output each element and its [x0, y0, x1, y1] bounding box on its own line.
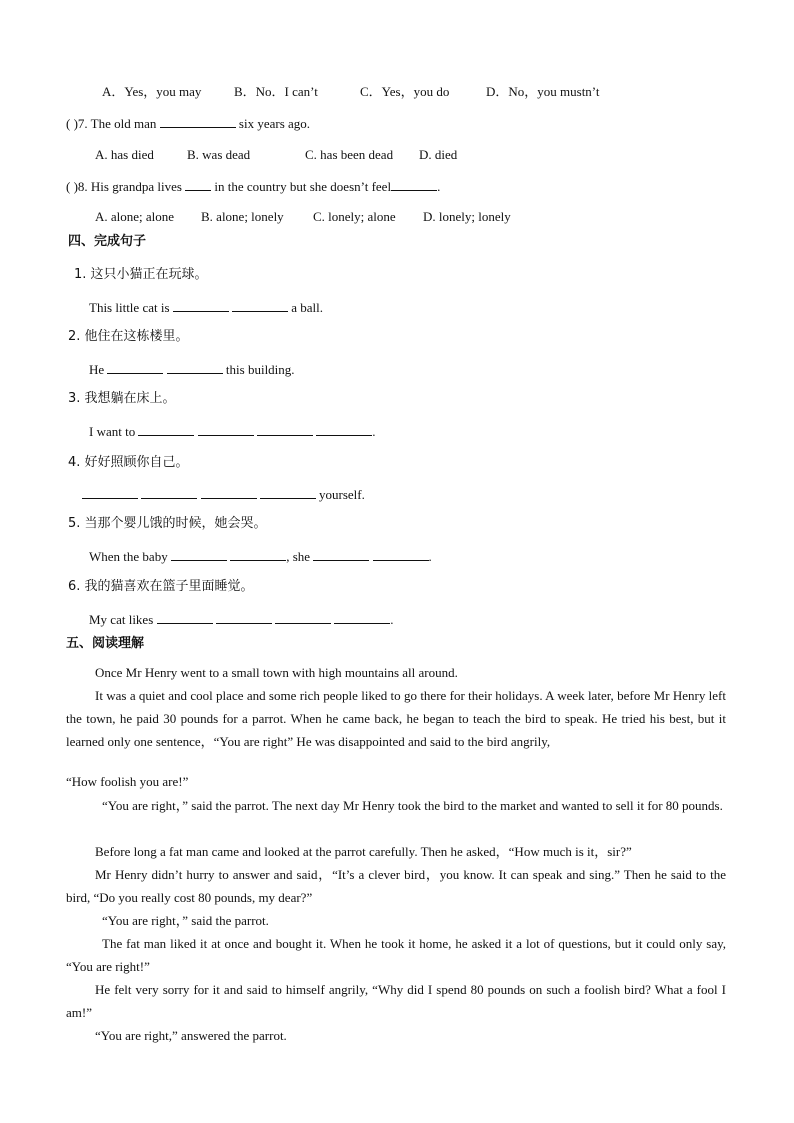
sentence-5-blank-1[interactable]: [171, 548, 227, 561]
sentence-2-english: [89, 361, 295, 378]
sentence-1-chinese: 1. 这只小猫正在玩球。: [74, 267, 208, 282]
sentence-6-chinese: 6. 我的猫喜欢在篮子里面睡觉。: [68, 579, 254, 594]
passage-paragraph-9: He felt very sorry for it and said to himself angrily, “Why did I spend 80 pounds on such a foolish bird? What a fool I am!”: [66, 982, 726, 1020]
q7-option-d[interactable]: D. died: [419, 147, 458, 162]
sentence-2-blank-1[interactable]: [107, 361, 163, 374]
q8-answer-bracket[interactable]: ( ): [66, 179, 78, 194]
passage-paragraph-10: “You are right,” answered the parrot.: [95, 1028, 287, 1043]
section4-title: 四、完成句子: [68, 234, 147, 249]
sentence-5-chinese: 5. 当那个婴儿饿的时候，她会哭。: [68, 516, 267, 531]
passage-paragraph-6: Mr Henry didn’t hurry to answer and said，“It’s a clever bird，you know. It can speak and sing.” Then he said to the bird, “Do you really cost 80 pounds, my dear?”: [66, 867, 726, 905]
sentence-4-blank-3[interactable]: [201, 486, 257, 499]
passage-paragraph-4: “You are right，” said the parrot. The next day Mr Henry took the bird to the market and wanted to sell it for 80 pounds.: [102, 798, 723, 813]
sentence-5-blank-2[interactable]: [230, 548, 286, 561]
sentence-2-chinese: 2. 他住在这栋楼里。: [68, 329, 189, 344]
q7-stem-suffix: six years ago.: [238, 116, 311, 131]
q8-stem-suffix: .: [437, 179, 441, 194]
sentence-4-suffix: yourself.: [319, 487, 365, 502]
q8-stem-prefix: 8. His grandpa lives: [77, 179, 182, 194]
q8-option-b[interactable]: B. alone; lonely: [201, 209, 284, 224]
sentence-6-prefix: My cat likes: [89, 612, 154, 627]
q6-option-b[interactable]: B．No．I can’t: [234, 84, 318, 99]
q7-answer-bracket[interactable]: ( ): [66, 116, 78, 131]
sentence-5-prefix: When the baby: [89, 549, 168, 564]
sentence-4-chinese: 4. 好好照顾你自己。: [68, 455, 189, 470]
q7-options-row: [95, 147, 457, 163]
sentence-6-blank-4[interactable]: [334, 611, 390, 624]
sentence-3-blank-3[interactable]: [257, 423, 313, 436]
sentence-3-blank-2[interactable]: [198, 423, 254, 436]
sentence-4-english: [82, 486, 365, 503]
q8-options-row: [95, 209, 511, 225]
q6-options-row: [102, 84, 600, 100]
sentence-3-prefix: I want to: [89, 424, 136, 439]
sentence-1-english: [89, 299, 323, 316]
sentence-3-suffix: .: [372, 424, 376, 439]
q6-option-c[interactable]: C．Yes，you do: [360, 84, 450, 99]
sentence-3-english: [89, 423, 375, 440]
sentence-1-prefix: This little cat is: [89, 300, 170, 315]
sentence-6-blank-2[interactable]: [216, 611, 272, 624]
sentence-4-blank-2[interactable]: [141, 486, 197, 499]
sentence-6-english: [89, 611, 394, 628]
q7-stem-prefix: 7. The old man: [77, 116, 157, 131]
sentence-6-blank-3[interactable]: [275, 611, 331, 624]
passage-paragraph-3: “How foolish you are!”: [66, 774, 189, 789]
q8-stem: [66, 178, 440, 195]
sentence-5-blank-4[interactable]: [373, 548, 429, 561]
q6-option-a[interactable]: A．Yes，you may: [102, 84, 202, 99]
sentence-3-blank-4[interactable]: [316, 423, 372, 436]
sentence-4-blank-1[interactable]: [82, 486, 138, 499]
sentence-2-prefix: He: [89, 362, 105, 377]
q8-option-d[interactable]: D. lonely; lonely: [423, 209, 511, 224]
q8-blank-2[interactable]: [391, 178, 437, 191]
q7-option-c[interactable]: C. has been dead: [305, 147, 394, 162]
passage-paragraph-7: “You are right，” said the parrot.: [102, 913, 269, 928]
q7-blank[interactable]: [160, 115, 236, 128]
sentence-1-blank-1[interactable]: [173, 299, 229, 312]
sentence-3-chinese: 3. 我想躺在床上。: [68, 391, 176, 406]
sentence-5-middle: , she: [286, 549, 311, 564]
sentence-2-suffix: this building.: [225, 362, 295, 377]
sentence-6-blank-1[interactable]: [157, 611, 213, 624]
passage-paragraph-1: Once Mr Henry went to a small town with high mountains all around.: [95, 665, 458, 680]
sentence-5-suffix: .: [428, 549, 432, 564]
sentence-5-english: [89, 548, 432, 565]
passage-paragraph-2: It was a quiet and cool place and some rich people liked to go there for their holidays. A week later, before Mr Henry left the town, he paid 30 pounds for a parrot. When he came back, he began to teach the bird to speak. He tried his best, but it learned only one sentence，“You are right” He was disappointed and said to the bird angrily,: [66, 688, 726, 749]
section5-title: 五、阅读理解: [66, 636, 145, 651]
q7-option-b[interactable]: B. was dead: [187, 147, 251, 162]
q6-option-d[interactable]: D．No，you mustn’t: [486, 84, 600, 99]
passage-paragraph-8: The fat man liked it at once and bought it. When he took it home, he asked it a lot of questions, but it could only say, “You are right!”: [66, 936, 726, 974]
sentence-6-suffix: .: [390, 612, 394, 627]
q8-option-c[interactable]: C. lonely; alone: [313, 209, 396, 224]
q8-stem-middle: in the country but she doesn’t feel: [214, 179, 392, 194]
q7-option-a[interactable]: A. has died: [95, 147, 154, 162]
sentence-5-blank-3[interactable]: [313, 548, 369, 561]
passage-paragraph-5: Before long a fat man came and looked at the parrot carefully. Then he asked，“How much is it，sir?”: [95, 844, 632, 859]
sentence-2-blank-2[interactable]: [167, 361, 223, 374]
q8-blank-1[interactable]: [185, 178, 211, 191]
sentence-1-suffix: a ball.: [291, 300, 324, 315]
q8-option-a[interactable]: A. alone; alone: [95, 209, 175, 224]
sentence-4-blank-4[interactable]: [260, 486, 316, 499]
sentence-3-blank-1[interactable]: [138, 423, 194, 436]
sentence-1-blank-2[interactable]: [232, 299, 288, 312]
q7-stem: [66, 115, 310, 132]
